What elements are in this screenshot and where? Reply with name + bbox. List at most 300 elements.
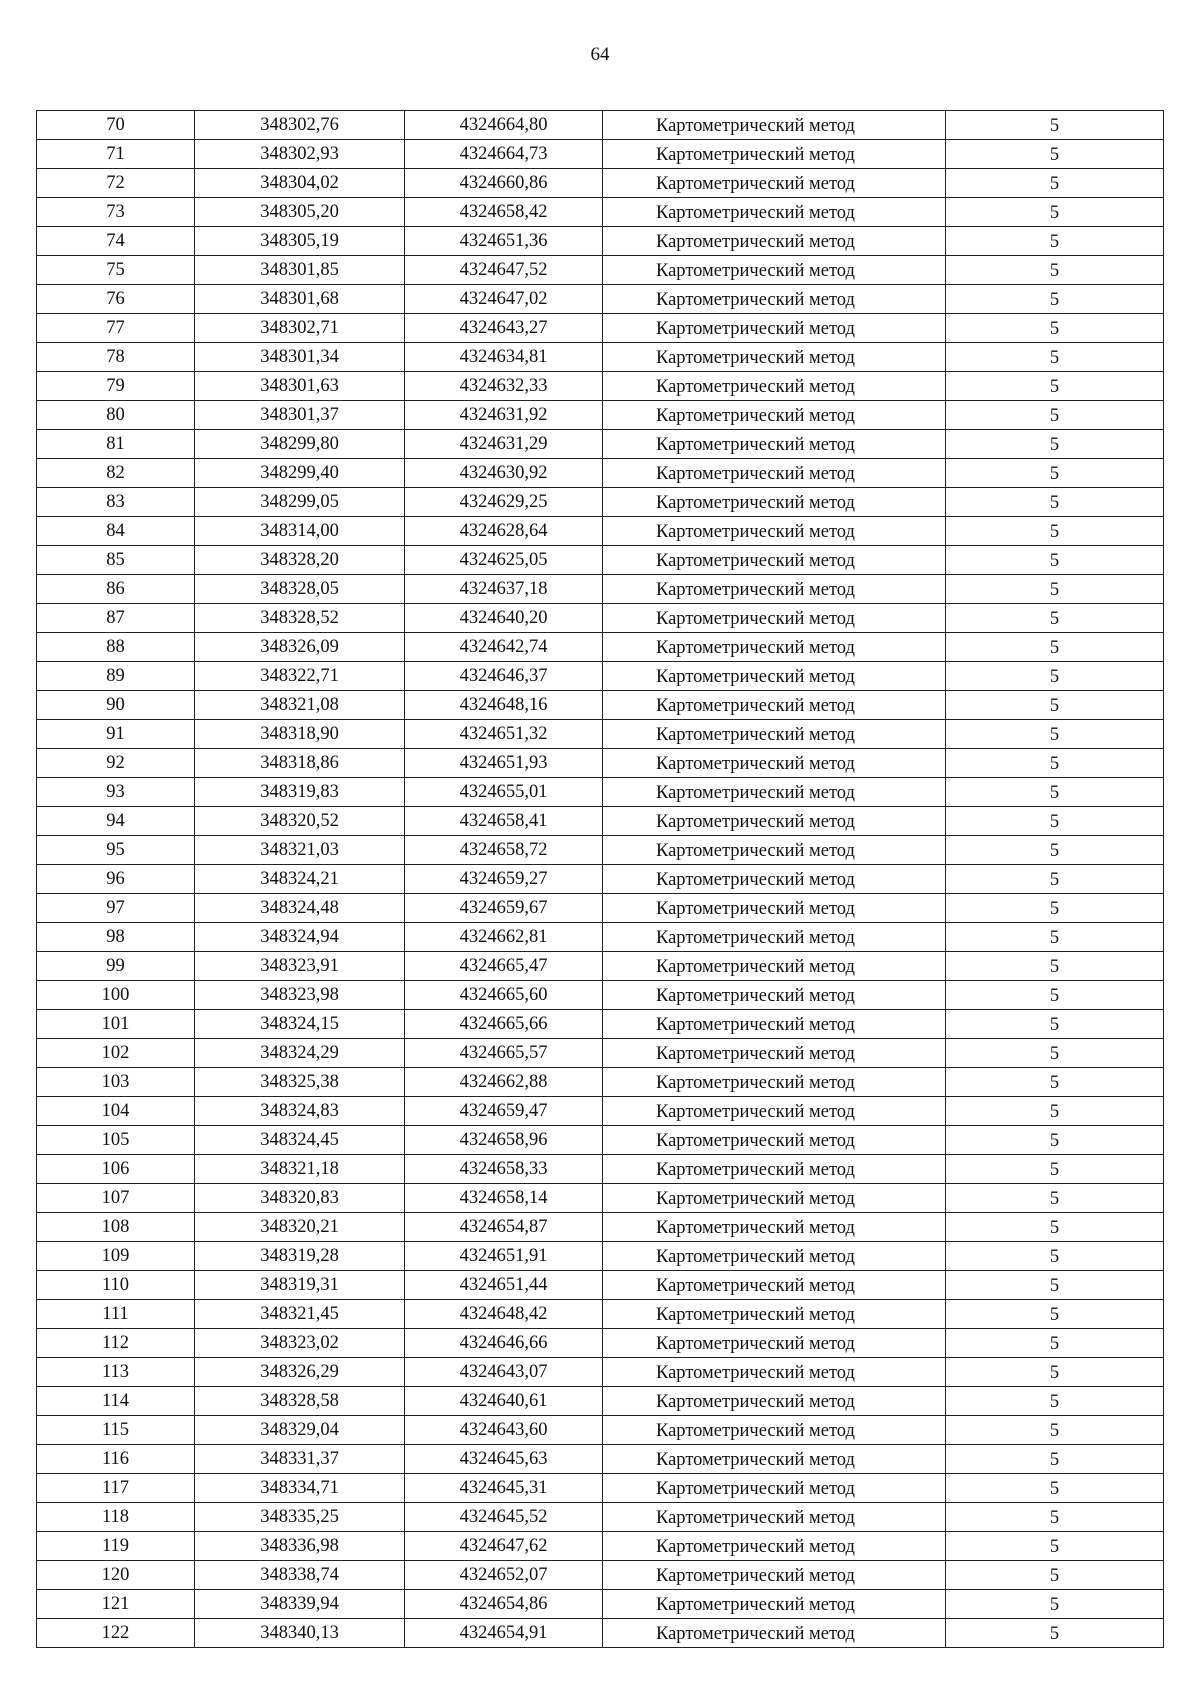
accuracy-cell: 5	[946, 1184, 1164, 1213]
point-number-cell: 74	[37, 227, 195, 256]
point-number-cell: 115	[37, 1416, 195, 1445]
point-number-cell: 98	[37, 923, 195, 952]
y-coordinate-cell: 4324658,96	[405, 1126, 603, 1155]
accuracy-cell: 5	[946, 169, 1164, 198]
table-row	[37, 1445, 1164, 1474]
y-coordinate-cell: 4324646,66	[405, 1329, 603, 1358]
table-row	[37, 749, 1164, 778]
x-coordinate-cell: 348301,37	[195, 401, 405, 430]
y-coordinate-cell: 4324665,60	[405, 981, 603, 1010]
table-row	[37, 256, 1164, 285]
x-coordinate-cell: 348319,31	[195, 1271, 405, 1300]
table-row	[37, 894, 1164, 923]
x-coordinate-cell: 348320,52	[195, 807, 405, 836]
y-coordinate-cell: 4324648,42	[405, 1300, 603, 1329]
y-coordinate-cell: 4324631,92	[405, 401, 603, 430]
y-coordinate-cell: 4324651,91	[405, 1242, 603, 1271]
y-coordinate-cell: 4324651,32	[405, 720, 603, 749]
method-cell: Картометрический метод	[603, 256, 946, 285]
point-number-cell: 83	[37, 488, 195, 517]
point-number-cell: 87	[37, 604, 195, 633]
method-cell: Картометрический метод	[603, 1387, 946, 1416]
table-row	[37, 720, 1164, 749]
table-row	[37, 459, 1164, 488]
accuracy-cell: 5	[946, 865, 1164, 894]
y-coordinate-cell: 4324651,93	[405, 749, 603, 778]
accuracy-cell: 5	[946, 778, 1164, 807]
method-cell: Картометрический метод	[603, 778, 946, 807]
method-cell: Картометрический метод	[603, 1590, 946, 1619]
y-coordinate-cell: 4324658,42	[405, 198, 603, 227]
point-number-cell: 104	[37, 1097, 195, 1126]
method-cell: Картометрический метод	[603, 1416, 946, 1445]
y-coordinate-cell: 4324658,41	[405, 807, 603, 836]
method-cell: Картометрический метод	[603, 140, 946, 169]
point-number-cell: 96	[37, 865, 195, 894]
y-coordinate-cell: 4324662,81	[405, 923, 603, 952]
point-number-cell: 112	[37, 1329, 195, 1358]
coordinates-table-body	[37, 111, 1164, 1648]
point-number-cell: 84	[37, 517, 195, 546]
x-coordinate-cell: 348324,94	[195, 923, 405, 952]
y-coordinate-cell: 4324665,66	[405, 1010, 603, 1039]
method-cell: Картометрический метод	[603, 1039, 946, 1068]
method-cell: Картометрический метод	[603, 633, 946, 662]
x-coordinate-cell: 348323,02	[195, 1329, 405, 1358]
point-number-cell: 106	[37, 1155, 195, 1184]
x-coordinate-cell: 348324,15	[195, 1010, 405, 1039]
y-coordinate-cell: 4324645,52	[405, 1503, 603, 1532]
point-number-cell: 95	[37, 836, 195, 865]
point-number-cell: 80	[37, 401, 195, 430]
accuracy-cell: 5	[946, 981, 1164, 1010]
x-coordinate-cell: 348323,98	[195, 981, 405, 1010]
point-number-cell: 118	[37, 1503, 195, 1532]
y-coordinate-cell: 4324634,81	[405, 343, 603, 372]
table-row	[37, 1155, 1164, 1184]
x-coordinate-cell: 348328,52	[195, 604, 405, 633]
y-coordinate-cell: 4324629,25	[405, 488, 603, 517]
point-number-cell: 94	[37, 807, 195, 836]
y-coordinate-cell: 4324659,47	[405, 1097, 603, 1126]
table-row	[37, 1068, 1164, 1097]
y-coordinate-cell: 4324659,67	[405, 894, 603, 923]
accuracy-cell: 5	[946, 314, 1164, 343]
method-cell: Картометрический метод	[603, 285, 946, 314]
accuracy-cell: 5	[946, 952, 1164, 981]
accuracy-cell: 5	[946, 1271, 1164, 1300]
point-number-cell: 76	[37, 285, 195, 314]
point-number-cell: 70	[37, 111, 195, 140]
method-cell: Картометрический метод	[603, 1300, 946, 1329]
accuracy-cell: 5	[946, 807, 1164, 836]
method-cell: Картометрический метод	[603, 1271, 946, 1300]
table-row	[37, 1184, 1164, 1213]
y-coordinate-cell: 4324631,29	[405, 430, 603, 459]
x-coordinate-cell: 348335,25	[195, 1503, 405, 1532]
x-coordinate-cell: 348326,09	[195, 633, 405, 662]
x-coordinate-cell: 348320,21	[195, 1213, 405, 1242]
y-coordinate-cell: 4324658,33	[405, 1155, 603, 1184]
x-coordinate-cell: 348324,83	[195, 1097, 405, 1126]
table-row	[37, 1416, 1164, 1445]
method-cell: Картометрический метод	[603, 227, 946, 256]
accuracy-cell: 5	[946, 1126, 1164, 1155]
table-row	[37, 1300, 1164, 1329]
method-cell: Картометрический метод	[603, 546, 946, 575]
method-cell: Картометрический метод	[603, 691, 946, 720]
method-cell: Картометрический метод	[603, 662, 946, 691]
method-cell: Картометрический метод	[603, 430, 946, 459]
x-coordinate-cell: 348318,90	[195, 720, 405, 749]
table-row	[37, 1358, 1164, 1387]
table-row	[37, 1271, 1164, 1300]
point-number-cell: 101	[37, 1010, 195, 1039]
method-cell: Картометрический метод	[603, 1503, 946, 1532]
x-coordinate-cell: 348336,98	[195, 1532, 405, 1561]
table-row	[37, 778, 1164, 807]
method-cell: Картометрический метод	[603, 517, 946, 546]
point-number-cell: 85	[37, 546, 195, 575]
x-coordinate-cell: 348320,83	[195, 1184, 405, 1213]
method-cell: Картометрический метод	[603, 1619, 946, 1648]
method-cell: Картометрический метод	[603, 111, 946, 140]
table-row	[37, 198, 1164, 227]
y-coordinate-cell: 4324643,27	[405, 314, 603, 343]
method-cell: Картометрический метод	[603, 720, 946, 749]
table-row	[37, 1329, 1164, 1358]
y-coordinate-cell: 4324664,73	[405, 140, 603, 169]
x-coordinate-cell: 348328,20	[195, 546, 405, 575]
y-coordinate-cell: 4324643,60	[405, 1416, 603, 1445]
method-cell: Картометрический метод	[603, 952, 946, 981]
x-coordinate-cell: 348325,38	[195, 1068, 405, 1097]
y-coordinate-cell: 4324640,61	[405, 1387, 603, 1416]
table-row	[37, 662, 1164, 691]
accuracy-cell: 5	[946, 517, 1164, 546]
table-row	[37, 140, 1164, 169]
table-row	[37, 923, 1164, 952]
accuracy-cell: 5	[946, 1387, 1164, 1416]
point-number-cell: 91	[37, 720, 195, 749]
accuracy-cell: 5	[946, 401, 1164, 430]
method-cell: Картометрический метод	[603, 459, 946, 488]
method-cell: Картометрический метод	[603, 1532, 946, 1561]
accuracy-cell: 5	[946, 662, 1164, 691]
x-coordinate-cell: 348321,45	[195, 1300, 405, 1329]
y-coordinate-cell: 4324658,14	[405, 1184, 603, 1213]
point-number-cell: 86	[37, 575, 195, 604]
y-coordinate-cell: 4324659,27	[405, 865, 603, 894]
y-coordinate-cell: 4324665,57	[405, 1039, 603, 1068]
x-coordinate-cell: 348302,93	[195, 140, 405, 169]
table-row	[37, 1474, 1164, 1503]
accuracy-cell: 5	[946, 604, 1164, 633]
table-row	[37, 575, 1164, 604]
table-row	[37, 836, 1164, 865]
table-row	[37, 169, 1164, 198]
y-coordinate-cell: 4324628,64	[405, 517, 603, 546]
point-number-cell: 108	[37, 1213, 195, 1242]
accuracy-cell: 5	[946, 372, 1164, 401]
method-cell: Картометрический метод	[603, 1010, 946, 1039]
point-number-cell: 97	[37, 894, 195, 923]
table-row	[37, 633, 1164, 662]
accuracy-cell: 5	[946, 633, 1164, 662]
method-cell: Картометрический метод	[603, 807, 946, 836]
accuracy-cell: 5	[946, 749, 1164, 778]
x-coordinate-cell: 348319,83	[195, 778, 405, 807]
y-coordinate-cell: 4324662,88	[405, 1068, 603, 1097]
x-coordinate-cell: 348301,68	[195, 285, 405, 314]
point-number-cell: 99	[37, 952, 195, 981]
method-cell: Картометрический метод	[603, 401, 946, 430]
table-row	[37, 1503, 1164, 1532]
accuracy-cell: 5	[946, 1590, 1164, 1619]
y-coordinate-cell: 4324648,16	[405, 691, 603, 720]
y-coordinate-cell: 4324647,52	[405, 256, 603, 285]
table-row	[37, 1387, 1164, 1416]
method-cell: Картометрический метод	[603, 488, 946, 517]
accuracy-cell: 5	[946, 1300, 1164, 1329]
accuracy-cell: 5	[946, 1474, 1164, 1503]
x-coordinate-cell: 348322,71	[195, 662, 405, 691]
table-row	[37, 430, 1164, 459]
x-coordinate-cell: 348323,91	[195, 952, 405, 981]
point-number-cell: 89	[37, 662, 195, 691]
table-row	[37, 952, 1164, 981]
table-row	[37, 401, 1164, 430]
x-coordinate-cell: 348319,28	[195, 1242, 405, 1271]
accuracy-cell: 5	[946, 1358, 1164, 1387]
point-number-cell: 81	[37, 430, 195, 459]
point-number-cell: 78	[37, 343, 195, 372]
table-row	[37, 546, 1164, 575]
accuracy-cell: 5	[946, 1010, 1164, 1039]
x-coordinate-cell: 348299,05	[195, 488, 405, 517]
x-coordinate-cell: 348334,71	[195, 1474, 405, 1503]
point-number-cell: 114	[37, 1387, 195, 1416]
table-row	[37, 1010, 1164, 1039]
table-row	[37, 1590, 1164, 1619]
x-coordinate-cell: 348305,19	[195, 227, 405, 256]
y-coordinate-cell: 4324642,74	[405, 633, 603, 662]
point-number-cell: 116	[37, 1445, 195, 1474]
method-cell: Картометрический метод	[603, 1445, 946, 1474]
accuracy-cell: 5	[946, 923, 1164, 952]
accuracy-cell: 5	[946, 285, 1164, 314]
table-row	[37, 285, 1164, 314]
point-number-cell: 79	[37, 372, 195, 401]
table-row	[37, 1619, 1164, 1648]
method-cell: Картометрический метод	[603, 1155, 946, 1184]
x-coordinate-cell: 348324,21	[195, 865, 405, 894]
accuracy-cell: 5	[946, 1503, 1164, 1532]
table-row	[37, 111, 1164, 140]
y-coordinate-cell: 4324632,33	[405, 372, 603, 401]
method-cell: Картометрический метод	[603, 1329, 946, 1358]
x-coordinate-cell: 348321,18	[195, 1155, 405, 1184]
accuracy-cell: 5	[946, 198, 1164, 227]
accuracy-cell: 5	[946, 1329, 1164, 1358]
table-row	[37, 1242, 1164, 1271]
x-coordinate-cell: 348301,85	[195, 256, 405, 285]
table-row	[37, 691, 1164, 720]
table-row	[37, 807, 1164, 836]
accuracy-cell: 5	[946, 1068, 1164, 1097]
x-coordinate-cell: 348339,94	[195, 1590, 405, 1619]
accuracy-cell: 5	[946, 1242, 1164, 1271]
point-number-cell: 121	[37, 1590, 195, 1619]
method-cell: Картометрический метод	[603, 836, 946, 865]
y-coordinate-cell: 4324637,18	[405, 575, 603, 604]
method-cell: Картометрический метод	[603, 1068, 946, 1097]
point-number-cell: 109	[37, 1242, 195, 1271]
x-coordinate-cell: 348324,48	[195, 894, 405, 923]
table-row	[37, 314, 1164, 343]
y-coordinate-cell: 4324654,87	[405, 1213, 603, 1242]
table-row	[37, 981, 1164, 1010]
y-coordinate-cell: 4324647,02	[405, 285, 603, 314]
method-cell: Картометрический метод	[603, 1358, 946, 1387]
accuracy-cell: 5	[946, 836, 1164, 865]
accuracy-cell: 5	[946, 343, 1164, 372]
x-coordinate-cell: 348304,02	[195, 169, 405, 198]
point-number-cell: 72	[37, 169, 195, 198]
method-cell: Картометрический метод	[603, 314, 946, 343]
y-coordinate-cell: 4324665,47	[405, 952, 603, 981]
accuracy-cell: 5	[946, 691, 1164, 720]
x-coordinate-cell: 348324,45	[195, 1126, 405, 1155]
method-cell: Картометрический метод	[603, 923, 946, 952]
method-cell: Картометрический метод	[603, 1097, 946, 1126]
method-cell: Картометрический метод	[603, 1184, 946, 1213]
accuracy-cell: 5	[946, 1445, 1164, 1474]
point-number-cell: 117	[37, 1474, 195, 1503]
x-coordinate-cell: 348299,80	[195, 430, 405, 459]
x-coordinate-cell: 348318,86	[195, 749, 405, 778]
y-coordinate-cell: 4324655,01	[405, 778, 603, 807]
accuracy-cell: 5	[946, 256, 1164, 285]
x-coordinate-cell: 348321,08	[195, 691, 405, 720]
point-number-cell: 107	[37, 1184, 195, 1213]
y-coordinate-cell: 4324654,91	[405, 1619, 603, 1648]
table-row	[37, 1532, 1164, 1561]
x-coordinate-cell: 348324,29	[195, 1039, 405, 1068]
method-cell: Картометрический метод	[603, 575, 946, 604]
y-coordinate-cell: 4324645,63	[405, 1445, 603, 1474]
x-coordinate-cell: 348314,00	[195, 517, 405, 546]
table-row	[37, 488, 1164, 517]
accuracy-cell: 5	[946, 1416, 1164, 1445]
accuracy-cell: 5	[946, 459, 1164, 488]
page-number: 64	[590, 44, 610, 65]
method-cell: Картометрический метод	[603, 372, 946, 401]
accuracy-cell: 5	[946, 1155, 1164, 1184]
y-coordinate-cell: 4324640,20	[405, 604, 603, 633]
table-row	[37, 343, 1164, 372]
accuracy-cell: 5	[946, 111, 1164, 140]
y-coordinate-cell: 4324645,31	[405, 1474, 603, 1503]
method-cell: Картометрический метод	[603, 343, 946, 372]
point-number-cell: 82	[37, 459, 195, 488]
method-cell: Картометрический метод	[603, 1126, 946, 1155]
method-cell: Картометрический метод	[603, 1561, 946, 1590]
x-coordinate-cell: 348340,13	[195, 1619, 405, 1648]
table-row	[37, 1561, 1164, 1590]
point-number-cell: 90	[37, 691, 195, 720]
accuracy-cell: 5	[946, 894, 1164, 923]
accuracy-cell: 5	[946, 1619, 1164, 1648]
point-number-cell: 105	[37, 1126, 195, 1155]
x-coordinate-cell: 348301,63	[195, 372, 405, 401]
point-number-cell: 75	[37, 256, 195, 285]
table-row	[37, 227, 1164, 256]
point-number-cell: 119	[37, 1532, 195, 1561]
point-number-cell: 77	[37, 314, 195, 343]
coordinates-table	[36, 110, 1164, 1648]
point-number-cell: 110	[37, 1271, 195, 1300]
accuracy-cell: 5	[946, 1039, 1164, 1068]
method-cell: Картометрический метод	[603, 604, 946, 633]
y-coordinate-cell: 4324652,07	[405, 1561, 603, 1590]
point-number-cell: 120	[37, 1561, 195, 1590]
y-coordinate-cell: 4324651,44	[405, 1271, 603, 1300]
accuracy-cell: 5	[946, 720, 1164, 749]
x-coordinate-cell: 348329,04	[195, 1416, 405, 1445]
table-row	[37, 1213, 1164, 1242]
method-cell: Картометрический метод	[603, 865, 946, 894]
point-number-cell: 73	[37, 198, 195, 227]
x-coordinate-cell: 348302,71	[195, 314, 405, 343]
table-row	[37, 1126, 1164, 1155]
point-number-cell: 92	[37, 749, 195, 778]
x-coordinate-cell: 348305,20	[195, 198, 405, 227]
x-coordinate-cell: 348302,76	[195, 111, 405, 140]
accuracy-cell: 5	[946, 1097, 1164, 1126]
table-row	[37, 517, 1164, 546]
x-coordinate-cell: 348326,29	[195, 1358, 405, 1387]
accuracy-cell: 5	[946, 488, 1164, 517]
x-coordinate-cell: 348338,74	[195, 1561, 405, 1590]
method-cell: Картометрический метод	[603, 894, 946, 923]
accuracy-cell: 5	[946, 1532, 1164, 1561]
method-cell: Картометрический метод	[603, 198, 946, 227]
y-coordinate-cell: 4324625,05	[405, 546, 603, 575]
y-coordinate-cell: 4324643,07	[405, 1358, 603, 1387]
table-row	[37, 1097, 1164, 1126]
table-row	[37, 372, 1164, 401]
point-number-cell: 88	[37, 633, 195, 662]
point-number-cell: 113	[37, 1358, 195, 1387]
x-coordinate-cell: 348299,40	[195, 459, 405, 488]
point-number-cell: 100	[37, 981, 195, 1010]
accuracy-cell: 5	[946, 140, 1164, 169]
accuracy-cell: 5	[946, 1561, 1164, 1590]
point-number-cell: 111	[37, 1300, 195, 1329]
accuracy-cell: 5	[946, 546, 1164, 575]
accuracy-cell: 5	[946, 575, 1164, 604]
method-cell: Картометрический метод	[603, 749, 946, 778]
method-cell: Картометрический метод	[603, 169, 946, 198]
x-coordinate-cell: 348301,34	[195, 343, 405, 372]
x-coordinate-cell: 348331,37	[195, 1445, 405, 1474]
table-row	[37, 604, 1164, 633]
method-cell: Картометрический метод	[603, 1242, 946, 1271]
y-coordinate-cell: 4324658,72	[405, 836, 603, 865]
y-coordinate-cell: 4324651,36	[405, 227, 603, 256]
method-cell: Картометрический метод	[603, 1213, 946, 1242]
